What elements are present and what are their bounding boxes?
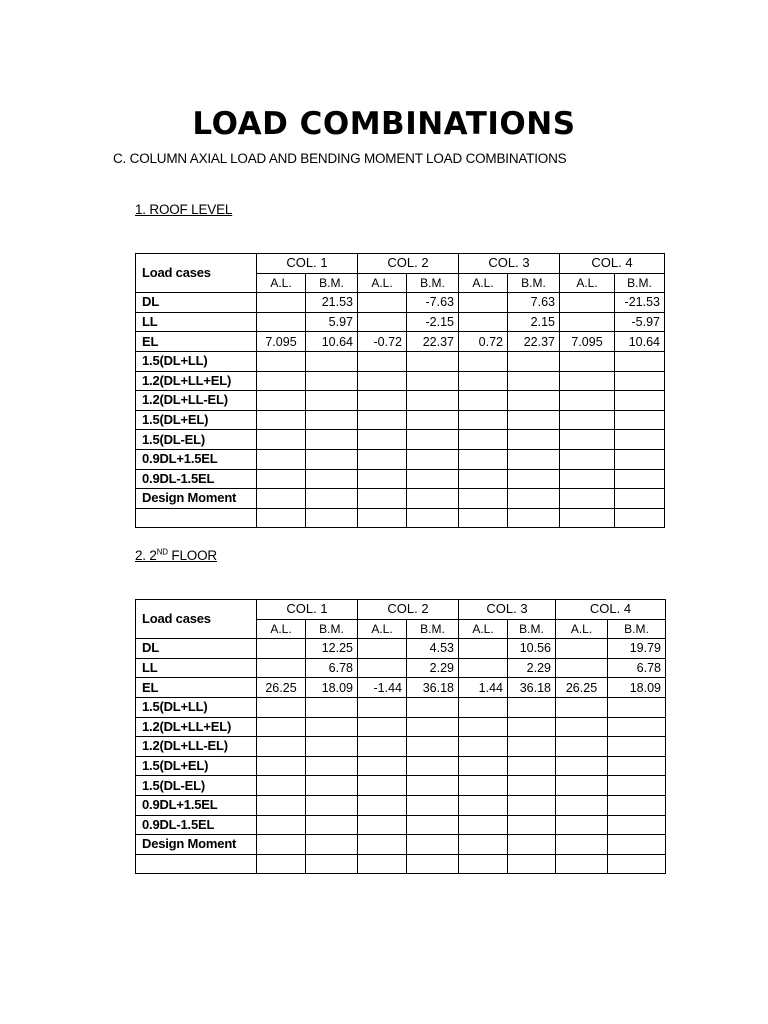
table-cell: [508, 351, 560, 371]
table-cell: [407, 430, 459, 450]
load-case-label: 1.5(DL+EL): [136, 410, 257, 430]
table-cell: [556, 815, 608, 835]
table-cell: [459, 639, 508, 659]
load-case-label: 0.9DL+1.5EL: [136, 795, 257, 815]
table-cell: 10.64: [306, 332, 358, 352]
table-cell: [358, 697, 407, 717]
table-cell: [358, 391, 407, 411]
table-cell: [306, 795, 358, 815]
table-cell: [407, 737, 459, 757]
table-cell: [358, 854, 407, 874]
table-cell: [358, 717, 407, 737]
table-cell: [358, 469, 407, 489]
load-case-label: 1.2(DL+LL+EL): [136, 717, 257, 737]
table-cell: -5.97: [615, 312, 665, 332]
table-cell: [459, 508, 508, 528]
table-cell: [560, 469, 615, 489]
load-case-label: [136, 854, 257, 874]
table-cell: [358, 756, 407, 776]
table-cell: [407, 776, 459, 796]
table-cell: [257, 508, 306, 528]
table-cell: [306, 854, 358, 874]
table-cell: [560, 489, 615, 509]
load-case-label: 0.9DL-1.5EL: [136, 469, 257, 489]
table-cell: [459, 697, 508, 717]
table-cell: [615, 371, 665, 391]
table-row: [136, 332, 665, 352]
column-header: COL. 2: [358, 600, 459, 620]
table-cell: [560, 351, 615, 371]
page-subtitle: C. COLUMN AXIAL LOAD AND BENDING MOMENT LOAD COMBINATIONS: [113, 151, 567, 166]
column-subheader: A.L.: [257, 273, 306, 293]
table-cell: [257, 430, 306, 450]
table-cell: 36.18: [508, 678, 556, 698]
table-cell: [560, 508, 615, 528]
table-cell: [358, 658, 407, 678]
column-header: COL. 3: [459, 600, 556, 620]
table-cell: [556, 639, 608, 659]
table-row: [136, 756, 666, 776]
table-cell: [459, 717, 508, 737]
table-cell: [615, 489, 665, 509]
table-cell: [407, 717, 459, 737]
table-cell: [257, 776, 306, 796]
table-cell: [608, 815, 666, 835]
load-combination-table-roof: [135, 253, 665, 528]
table-cell: [508, 795, 556, 815]
section-heading-roof-level: [135, 202, 232, 217]
table-cell: [358, 795, 407, 815]
table-cell: [306, 756, 358, 776]
table-cell: [306, 815, 358, 835]
table-cell: [459, 371, 508, 391]
table-row: [136, 835, 666, 855]
table-cell: 7.095: [560, 332, 615, 352]
column-subheader: A.L.: [560, 273, 615, 293]
table-cell: [358, 737, 407, 757]
table-cell: [257, 658, 306, 678]
table-cell: [556, 776, 608, 796]
load-case-label: 1.5(DL+LL): [136, 351, 257, 371]
table-cell: [508, 815, 556, 835]
table-cell: [560, 391, 615, 411]
column-header: COL. 4: [556, 600, 666, 620]
table-cell: [407, 835, 459, 855]
table-row: [136, 410, 665, 430]
table-cell: [257, 717, 306, 737]
table-cell: [508, 391, 560, 411]
table-cell: [508, 489, 560, 509]
table-cell: [508, 717, 556, 737]
table-cell: [508, 430, 560, 450]
table-row: [136, 312, 665, 332]
column-subheader: A.L.: [459, 273, 508, 293]
table-cell: 22.37: [508, 332, 560, 352]
table-cell: 26.25: [556, 678, 608, 698]
table-cell: [508, 449, 560, 469]
load-case-label: 1.2(DL+LL-EL): [136, 391, 257, 411]
table-cell: [306, 351, 358, 371]
load-case-label: LL: [136, 312, 257, 332]
table-row: [136, 697, 666, 717]
column-header: COL. 2: [358, 254, 459, 274]
load-case-label: EL: [136, 332, 257, 352]
table-cell: [257, 489, 306, 509]
table-cell: 1.44: [459, 678, 508, 698]
load-case-label: [136, 508, 257, 528]
table-cell: [556, 717, 608, 737]
load-case-label: 1.5(DL+LL): [136, 697, 257, 717]
table-row: [136, 795, 666, 815]
table-cell: [407, 391, 459, 411]
load-combination-table-2nd-floor: [135, 599, 666, 874]
table-cell: [459, 410, 508, 430]
table-row: [136, 639, 666, 659]
table-cell: [459, 293, 508, 313]
table-row: [136, 469, 665, 489]
table-row: [136, 776, 666, 796]
table-cell: 5.97: [306, 312, 358, 332]
table-cell: [608, 835, 666, 855]
table-row: [136, 854, 666, 874]
table-cell: [306, 717, 358, 737]
table-cell: [407, 351, 459, 371]
table-cell: 2.29: [508, 658, 556, 678]
table-cell: [358, 508, 407, 528]
load-case-label: Design Moment: [136, 489, 257, 509]
table-cell: 7.095: [257, 332, 306, 352]
column-subheader: B.M.: [608, 619, 666, 639]
section-heading-2nd-floor: [135, 548, 217, 563]
table-cell: [508, 697, 556, 717]
table-row: [136, 658, 666, 678]
table-cell: [306, 508, 358, 528]
table-cell: [560, 430, 615, 450]
table-cell: 2.15: [508, 312, 560, 332]
table-cell: [257, 449, 306, 469]
table-cell: [556, 658, 608, 678]
table-cell: 7.63: [508, 293, 560, 313]
table-cell: [556, 737, 608, 757]
table-cell: [407, 756, 459, 776]
table-cell: [556, 756, 608, 776]
table-cell: [358, 430, 407, 450]
table-cell: [257, 835, 306, 855]
table-cell: 10.64: [615, 332, 665, 352]
table-cell: [615, 430, 665, 450]
table-cell: -0.72: [358, 332, 407, 352]
table-cell: [407, 449, 459, 469]
table-row: [136, 815, 666, 835]
table-cell: [459, 795, 508, 815]
table-cell: [407, 410, 459, 430]
table-cell: [358, 776, 407, 796]
table-cell: [407, 815, 459, 835]
load-case-label: 0.9DL+1.5EL: [136, 449, 257, 469]
load-case-label: DL: [136, 293, 257, 313]
table-cell: [306, 430, 358, 450]
table-cell: [358, 449, 407, 469]
table-cell: [257, 697, 306, 717]
table-cell: [615, 391, 665, 411]
table-cell: [306, 776, 358, 796]
table-cell: [306, 835, 358, 855]
table-cell: [560, 312, 615, 332]
table-cell: 19.79: [608, 639, 666, 659]
table-cell: [358, 815, 407, 835]
load-case-label: 0.9DL-1.5EL: [136, 815, 257, 835]
table-cell: [358, 639, 407, 659]
section-heading-suffix: FLOOR: [167, 548, 217, 563]
corner-label: Load cases: [136, 254, 257, 293]
table-row: [136, 371, 665, 391]
table-cell: [508, 371, 560, 391]
table-row: [136, 508, 665, 528]
table-cell: [459, 854, 508, 874]
table-cell: [257, 639, 306, 659]
column-subheader: A.L.: [358, 619, 407, 639]
corner-label: Load cases: [136, 600, 257, 639]
table-cell: [358, 410, 407, 430]
load-case-label: 1.5(DL-EL): [136, 430, 257, 450]
table-cell: [257, 351, 306, 371]
table-cell: [407, 854, 459, 874]
table-cell: [257, 312, 306, 332]
table-cell: [257, 391, 306, 411]
table-cell: [358, 489, 407, 509]
table-row: [136, 293, 665, 313]
column-header: COL. 1: [257, 600, 358, 620]
load-case-label: DL: [136, 639, 257, 659]
column-header: COL. 4: [560, 254, 665, 274]
table-cell: 21.53: [306, 293, 358, 313]
column-subheader: B.M.: [615, 273, 665, 293]
table-cell: [459, 658, 508, 678]
table-cell: [257, 469, 306, 489]
table-cell: [306, 449, 358, 469]
table-cell: 12.25: [306, 639, 358, 659]
table-cell: [257, 815, 306, 835]
table-cell: [306, 410, 358, 430]
column-subheader: B.M.: [306, 619, 358, 639]
table-cell: [306, 371, 358, 391]
table-cell: 10.56: [508, 639, 556, 659]
table-cell: [257, 371, 306, 391]
table-cell: [608, 717, 666, 737]
table-cell: [608, 737, 666, 757]
table-cell: -7.63: [407, 293, 459, 313]
table-cell: [257, 737, 306, 757]
table-cell: 18.09: [608, 678, 666, 698]
column-subheader: B.M.: [407, 619, 459, 639]
table-cell: [560, 449, 615, 469]
column-subheader: B.M.: [407, 273, 459, 293]
table-row: [136, 449, 665, 469]
table-row: [136, 391, 665, 411]
table-cell: [459, 351, 508, 371]
table-cell: [556, 697, 608, 717]
table-cell: [508, 835, 556, 855]
table-cell: [306, 391, 358, 411]
table-cell: [608, 795, 666, 815]
table-cell: [358, 351, 407, 371]
table-cell: [459, 391, 508, 411]
table-cell: 2.29: [407, 658, 459, 678]
section-heading-text: 1. ROOF LEVEL: [135, 202, 233, 217]
table-cell: [306, 737, 358, 757]
table-cell: [508, 410, 560, 430]
table-cell: [459, 449, 508, 469]
table-cell: [508, 756, 556, 776]
table-cell: [556, 835, 608, 855]
table-cell: [459, 489, 508, 509]
column-subheader: B.M.: [508, 619, 556, 639]
load-case-label: 1.2(DL+LL+EL): [136, 371, 257, 391]
table-cell: 18.09: [306, 678, 358, 698]
table-cell: [306, 469, 358, 489]
table-cell: 6.78: [608, 658, 666, 678]
section-heading-text: 2. 2: [135, 548, 157, 563]
table-cell: [407, 371, 459, 391]
load-case-label: 1.5(DL+EL): [136, 756, 257, 776]
table-row: [136, 489, 665, 509]
table-cell: [508, 737, 556, 757]
table-row: [136, 430, 665, 450]
table-cell: [615, 449, 665, 469]
table-cell: [358, 293, 407, 313]
table-cell: [459, 776, 508, 796]
table-cell: [508, 469, 560, 489]
table-cell: [407, 469, 459, 489]
load-case-label: EL: [136, 678, 257, 698]
table-cell: 0.72: [459, 332, 508, 352]
table-cell: [257, 854, 306, 874]
table-cell: [257, 795, 306, 815]
table-cell: [459, 430, 508, 450]
table-cell: [556, 795, 608, 815]
table-cell: [407, 508, 459, 528]
table-cell: [556, 854, 608, 874]
table-cell: [459, 835, 508, 855]
table-cell: -1.44: [358, 678, 407, 698]
table-cell: 4.53: [407, 639, 459, 659]
table-cell: [608, 756, 666, 776]
section-heading-sup: ND: [156, 547, 168, 557]
table-cell: [508, 776, 556, 796]
table-cell: [407, 489, 459, 509]
column-subheader: A.L.: [459, 619, 508, 639]
table-cell: -21.53: [615, 293, 665, 313]
table-cell: [257, 410, 306, 430]
table-header-row: [136, 254, 665, 274]
table-header-row: [136, 600, 666, 620]
table-cell: [459, 469, 508, 489]
table-row: [136, 678, 666, 698]
column-subheader: A.L.: [257, 619, 306, 639]
table-cell: [560, 293, 615, 313]
table-cell: [459, 756, 508, 776]
table-cell: [615, 410, 665, 430]
column-subheader: B.M.: [508, 273, 560, 293]
table-cell: 22.37: [407, 332, 459, 352]
table-cell: 36.18: [407, 678, 459, 698]
column-subheader: B.M.: [306, 273, 358, 293]
table-row: [136, 351, 665, 371]
column-header: COL. 3: [459, 254, 560, 274]
table-cell: [407, 795, 459, 815]
table-cell: [608, 776, 666, 796]
table-cell: 6.78: [306, 658, 358, 678]
table-cell: [358, 371, 407, 391]
table-cell: [615, 508, 665, 528]
table-cell: [257, 293, 306, 313]
table-cell: [560, 410, 615, 430]
load-case-label: 1.2(DL+LL-EL): [136, 737, 257, 757]
table-row: [136, 737, 666, 757]
table-cell: [306, 489, 358, 509]
table-cell: [560, 371, 615, 391]
table-cell: [608, 697, 666, 717]
table-cell: [615, 351, 665, 371]
column-subheader: A.L.: [556, 619, 608, 639]
table-cell: [306, 697, 358, 717]
table-cell: [358, 835, 407, 855]
column-header: COL. 1: [257, 254, 358, 274]
table-cell: [615, 469, 665, 489]
table-cell: [459, 312, 508, 332]
table-row: [136, 717, 666, 737]
load-case-label: Design Moment: [136, 835, 257, 855]
column-subheader: A.L.: [358, 273, 407, 293]
load-case-label: 1.5(DL-EL): [136, 776, 257, 796]
table-cell: [358, 312, 407, 332]
load-case-label: LL: [136, 658, 257, 678]
table-cell: [608, 854, 666, 874]
table-cell: [459, 815, 508, 835]
table-cell: [257, 756, 306, 776]
table-cell: [459, 737, 508, 757]
page-title: LOAD COMBINATIONS: [192, 106, 576, 142]
table-cell: [508, 508, 560, 528]
table-cell: 26.25: [257, 678, 306, 698]
table-cell: -2.15: [407, 312, 459, 332]
table-cell: [508, 854, 556, 874]
table-cell: [407, 697, 459, 717]
